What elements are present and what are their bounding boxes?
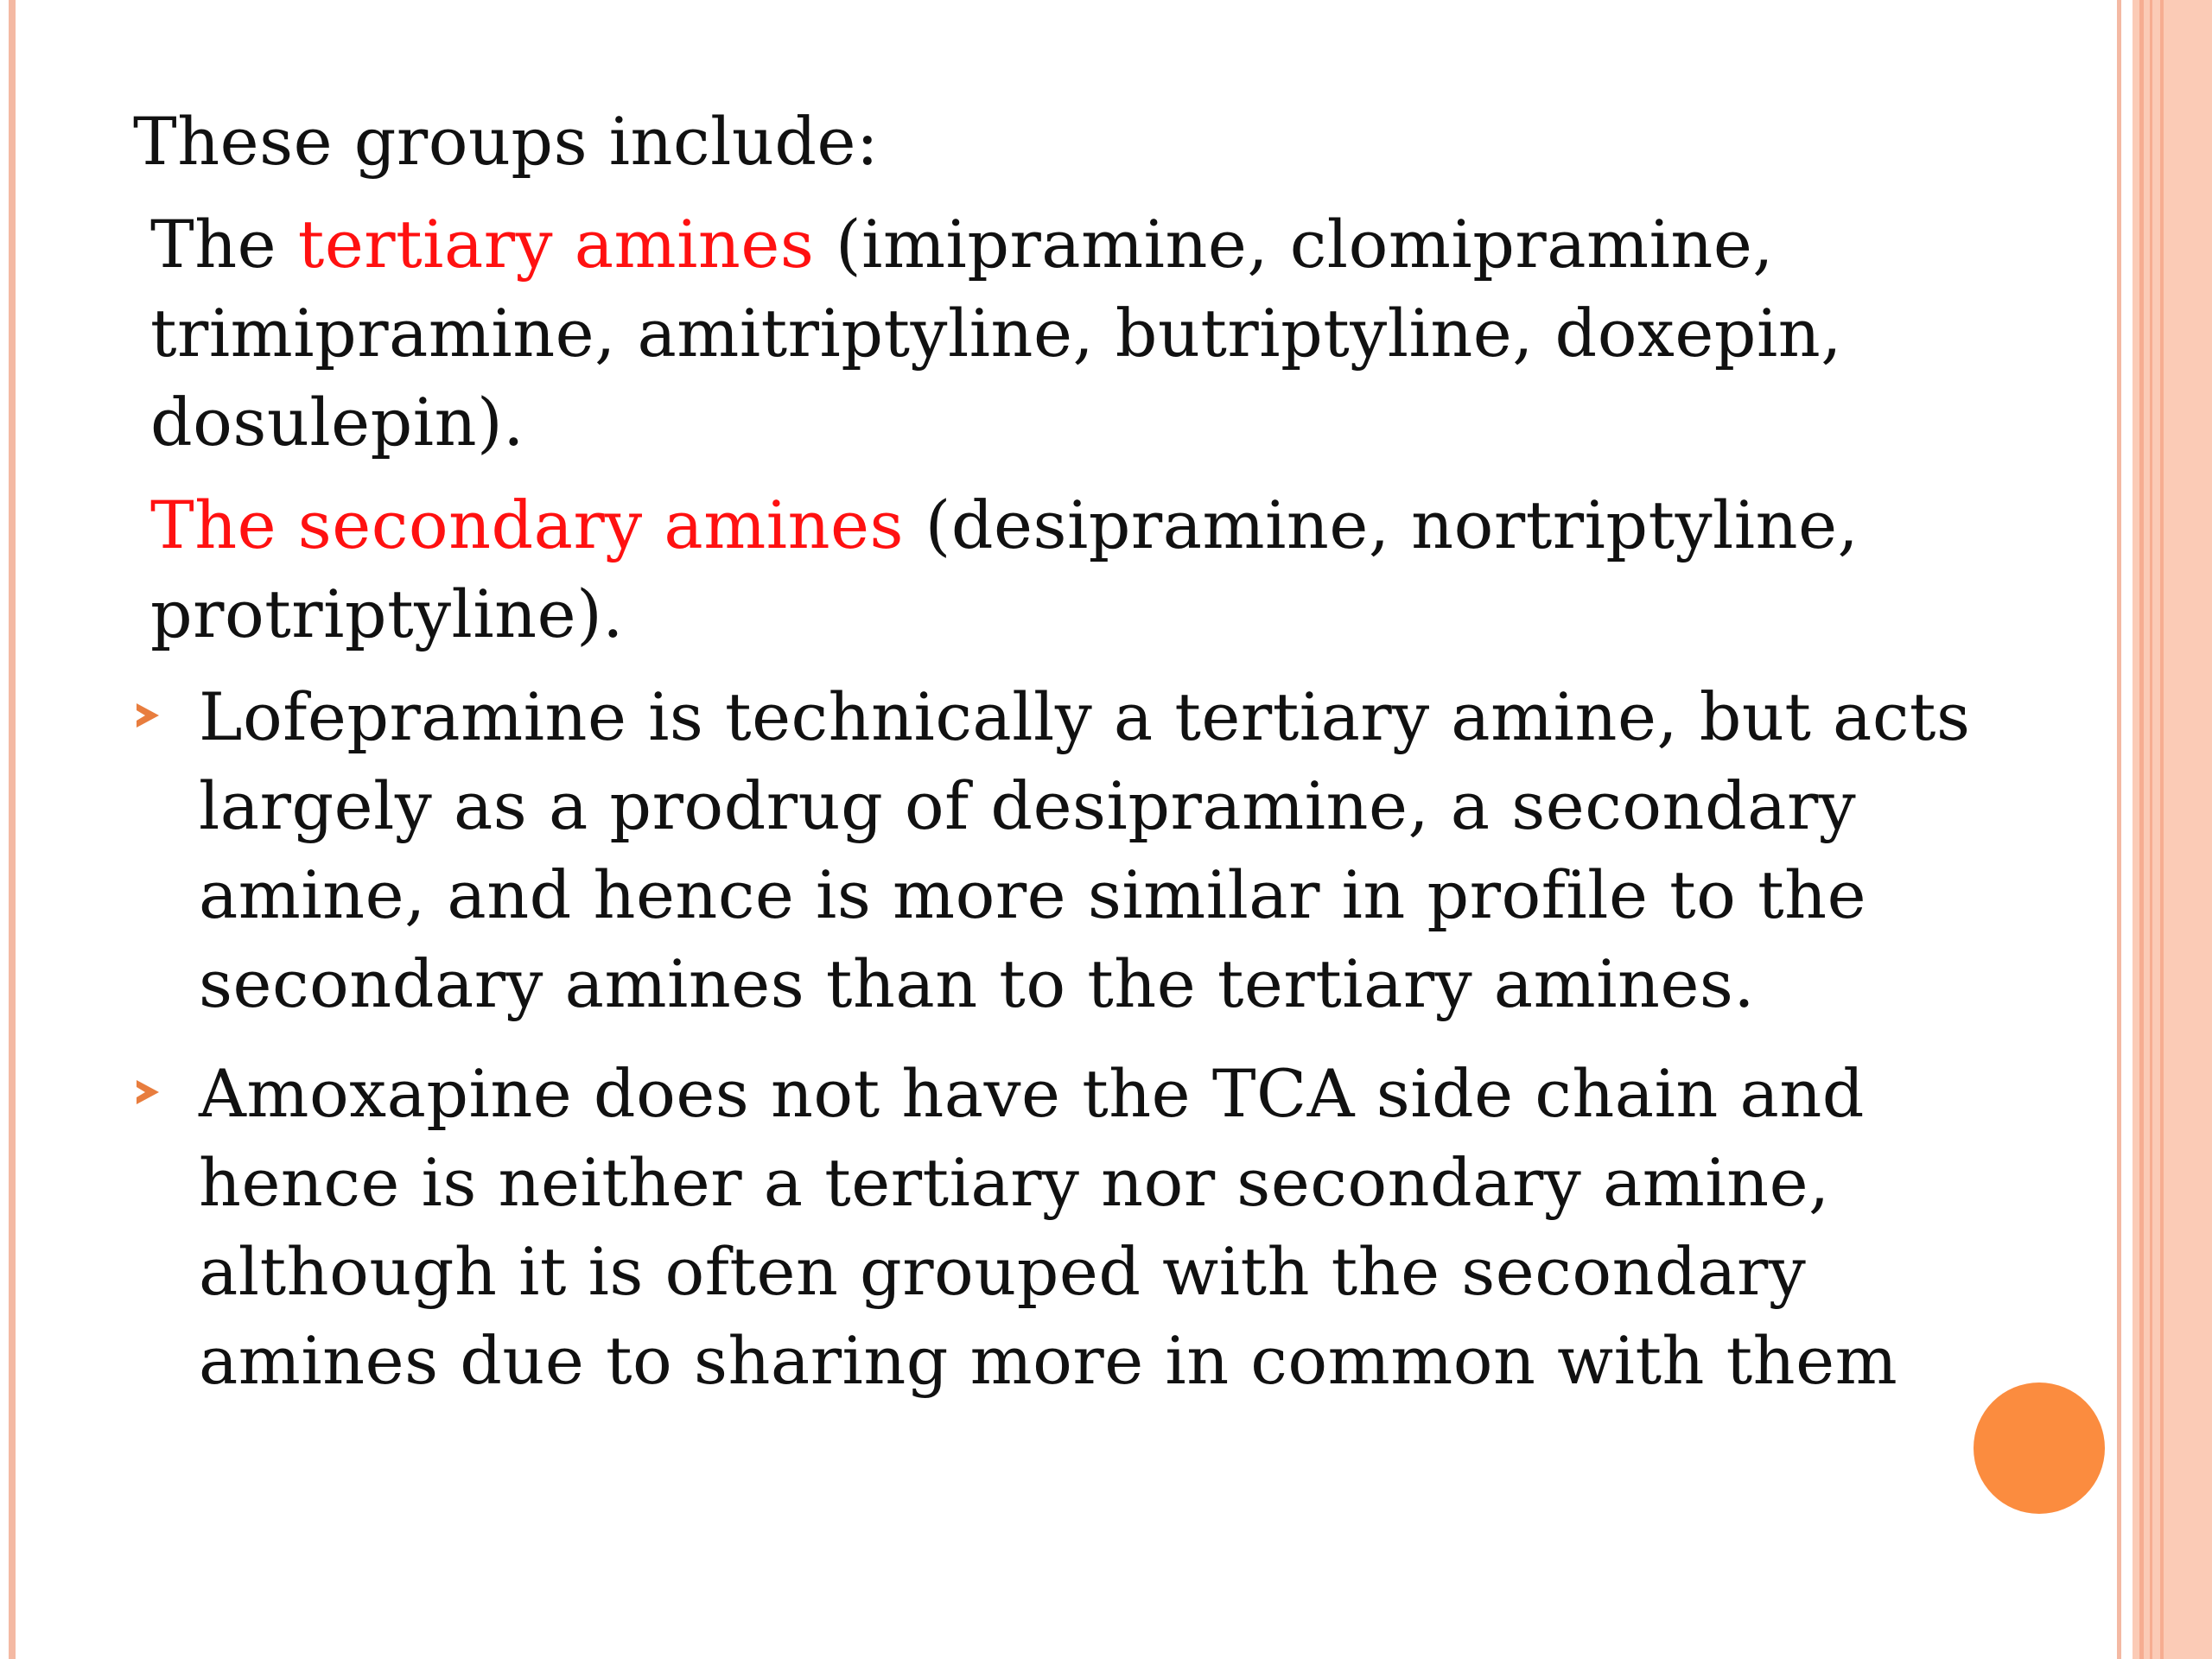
bullet-text: Amoxapine does not have the TCA side chain and hence is neither a tertiary nor secondary amine, although it is often grouped with the secondary amines due to sharing more in common with them	[199, 1055, 1898, 1399]
slide-body	[133, 97, 1991, 1426]
arrowhead-bullet-icon	[137, 703, 159, 728]
bullet-item-amoxapine	[133, 1049, 1991, 1405]
bullet-text: Lofepramine is technically a tertiary amine, but acts largely as a prodrug of desipramine, a secondary amine, and hence is more similar in profile to the secondary amines than to the tertiary amines.	[199, 678, 1971, 1022]
left-border-line	[9, 0, 16, 1659]
intro-text: These groups include:	[133, 103, 880, 180]
tertiary-amines-list: (imipramine, clomipramine, trimipramine, amitriptyline, butriptyline, doxepin, dosulepin).	[150, 206, 1842, 461]
right-border-stripe	[2160, 0, 2164, 1659]
arrowhead-bullet-icon	[137, 1080, 159, 1104]
right-border-stripe	[2150, 0, 2152, 1659]
right-border-line	[2117, 0, 2121, 1659]
orange-circle-decoration	[1974, 1382, 2105, 1514]
secondary-amines-paragraph	[133, 480, 1991, 658]
tertiary-prefix: The	[150, 206, 298, 283]
secondary-amines-highlight: The secondary amines	[150, 486, 905, 563]
right-border-stripe	[2139, 0, 2144, 1659]
secondary-amines-list: (desipramine, nortriptyline, protriptyline).	[150, 486, 1859, 652]
right-border-panel	[2133, 0, 2212, 1659]
tertiary-amines-paragraph	[133, 200, 1991, 467]
bullet-item-lofepramine	[133, 672, 1991, 1028]
tertiary-amines-highlight: tertiary amines	[297, 206, 815, 283]
